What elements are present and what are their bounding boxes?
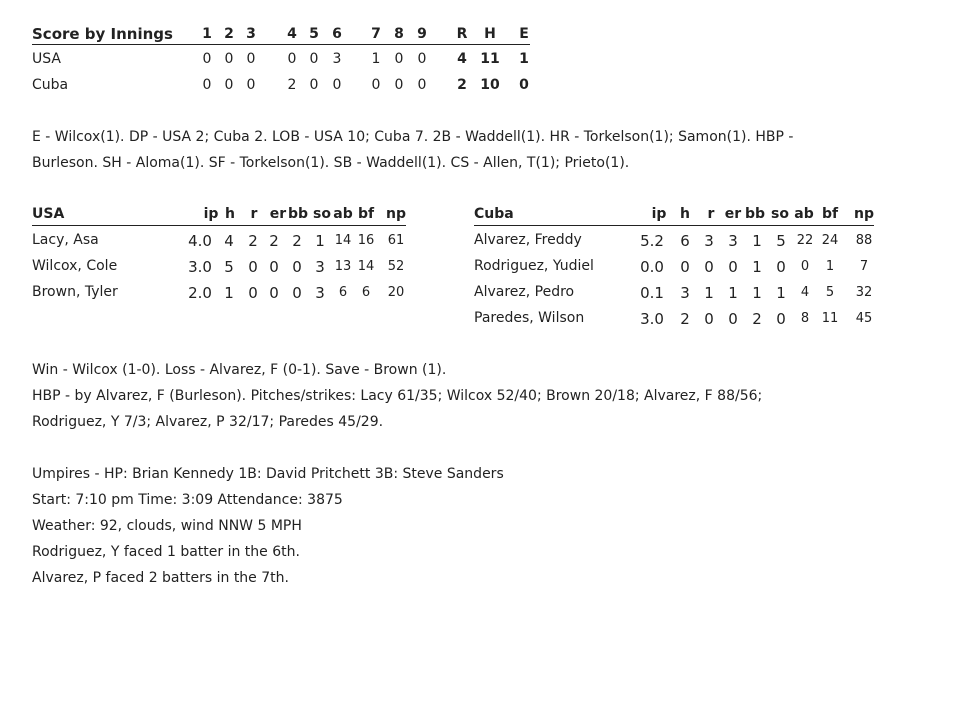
stat-bf: 6: [361, 285, 371, 300]
stat-ab: 14: [334, 233, 352, 248]
stat-so: 5: [776, 232, 786, 250]
inning-score: 0: [417, 51, 427, 67]
stat-header: so: [771, 206, 789, 222]
team-name: USA: [32, 51, 61, 67]
stat-h: 1: [224, 284, 234, 302]
stat-bb: 2: [292, 232, 302, 250]
stat-ip: 4.0: [188, 232, 212, 250]
inning-header: 3: [246, 26, 256, 42]
stat-so: 0: [776, 310, 786, 328]
pitcher-name: Brown, Tyler: [32, 284, 118, 300]
errors-total: 1: [519, 51, 529, 67]
stat-er: 0: [269, 284, 279, 302]
stat-header: so: [313, 206, 331, 222]
stat-so: 3: [315, 284, 325, 302]
stat-bb: 2: [752, 310, 762, 328]
stat-r: 2: [248, 232, 258, 250]
stat-ip: 0.1: [640, 284, 664, 302]
stat-np: 88: [855, 233, 873, 248]
pitcher-name: Alvarez, Freddy: [474, 232, 582, 248]
stat-ab: 22: [796, 233, 814, 248]
weather-line: Weather: 92, clouds, wind NNW 5 MPH: [32, 518, 302, 534]
inning-header: 4: [287, 26, 297, 42]
inning-score: 0: [417, 77, 427, 93]
header-divider: [32, 44, 530, 45]
decisions-block: [32, 357, 762, 435]
stat-er: 3: [728, 232, 738, 250]
stat-header: er: [724, 206, 742, 222]
linescore-title: Score by Innings: [32, 25, 173, 43]
game-info-block: [32, 461, 504, 591]
inning-score: 0: [394, 77, 404, 93]
stat-h: 2: [680, 310, 690, 328]
inning-score: 0: [309, 77, 319, 93]
game-notes: [32, 124, 793, 176]
decisions-line: Rodriguez, Y 7/3; Alvarez, P 32/17; Paredes 45/29.: [32, 414, 384, 430]
stat-header: h: [225, 206, 235, 222]
pitcher-name: Alvarez, Pedro: [474, 284, 575, 300]
stat-so: 1: [315, 232, 325, 250]
stat-bb: 1: [752, 258, 762, 276]
inning-score: 0: [371, 77, 381, 93]
stat-bb: 0: [292, 284, 302, 302]
stat-r: 0: [704, 310, 714, 328]
errors-total: 0: [519, 77, 529, 93]
stat-so: 0: [776, 258, 786, 276]
stat-header: r: [707, 206, 715, 222]
inning-header: 8: [394, 26, 404, 42]
stat-so: 3: [315, 258, 325, 276]
inning-header: 9: [417, 26, 427, 42]
pitcher-name: Wilcox, Cole: [32, 258, 118, 274]
stat-ab: 6: [338, 285, 348, 300]
inning-score: 1: [371, 51, 381, 67]
stat-h: 6: [680, 232, 690, 250]
runs-total: 4: [457, 51, 467, 67]
start-time-line: Start: 7:10 pm Time: 3:09 Attendance: 3875: [32, 492, 343, 508]
inning-header: 7: [371, 26, 381, 42]
pitching-team-header: USA: [32, 206, 65, 222]
inning-score: 0: [309, 51, 319, 67]
stat-header: np: [386, 206, 406, 222]
stat-ip: 0.0: [640, 258, 664, 276]
header-divider: [32, 225, 406, 226]
runs-total: 2: [457, 77, 467, 93]
stat-ip: 3.0: [640, 310, 664, 328]
stat-header: bb: [287, 206, 309, 222]
stat-so: 1: [776, 284, 786, 302]
inning-header: 6: [332, 26, 342, 42]
pitcher-name: Paredes, Wilson: [474, 310, 585, 326]
stat-ip: 5.2: [640, 232, 664, 250]
stat-np: 32: [855, 285, 873, 300]
stat-h: 3: [680, 284, 690, 302]
stat-header: np: [854, 206, 874, 222]
stat-ab: 4: [800, 285, 810, 300]
stat-h: 4: [224, 232, 234, 250]
stat-header: ab: [794, 206, 814, 222]
inning-header: 1: [202, 26, 212, 42]
notes-line: Burleson. SH - Aloma(1). SF - Torkelson(1). SB - Waddell(1). CS - Allen, T(1); Prieto(1).: [32, 155, 630, 171]
stat-ip: 3.0: [188, 258, 212, 276]
stat-np: 52: [387, 259, 405, 274]
stat-bf: 11: [821, 311, 839, 326]
stat-bf: 5: [825, 285, 835, 300]
stat-bf: 24: [821, 233, 839, 248]
stat-header: ip: [203, 206, 219, 222]
inning-score: 0: [202, 51, 212, 67]
stat-bb: 0: [292, 258, 302, 276]
stat-er: 1: [728, 284, 738, 302]
inning-score: 0: [287, 51, 297, 67]
note-line: Alvarez, P faced 2 batters in the 7th.: [32, 570, 289, 586]
stat-er: 0: [728, 310, 738, 328]
inning-score: 0: [332, 77, 342, 93]
stat-r: 0: [248, 258, 258, 276]
stat-ab: 8: [800, 311, 810, 326]
umpires-line: Umpires - HP: Brian Kennedy 1B: David Pritchett 3B: Steve Sanders: [32, 466, 504, 482]
stat-header: er: [269, 206, 287, 222]
header-divider: [474, 225, 874, 226]
inning-score: 0: [246, 77, 256, 93]
stat-header: h: [680, 206, 690, 222]
inning-score: 0: [224, 77, 234, 93]
stat-bb: 1: [752, 232, 762, 250]
stat-er: 2: [269, 232, 279, 250]
stat-np: 61: [387, 233, 405, 248]
inning-score: 0: [202, 77, 212, 93]
stat-np: 45: [855, 311, 873, 326]
stat-er: 0: [728, 258, 738, 276]
stat-np: 20: [387, 285, 405, 300]
stat-bf: 16: [357, 233, 375, 248]
hits-total: 10: [480, 77, 500, 93]
notes-line: E - Wilcox(1). DP - USA 2; Cuba 2. LOB - USA 10; Cuba 7. 2B - Waddell(1). HR - Torkelson(1); Samon(1). HBP -: [32, 129, 794, 145]
note-line: Rodriguez, Y faced 1 batter in the 6th.: [32, 544, 300, 560]
stat-bf: 14: [357, 259, 375, 274]
inning-score: 0: [394, 51, 404, 67]
stat-bf: 1: [825, 259, 835, 274]
stat-ip: 2.0: [188, 284, 212, 302]
stat-header: ip: [651, 206, 667, 222]
stat-r: 3: [704, 232, 714, 250]
stat-bb: 1: [752, 284, 762, 302]
inning-score: 0: [246, 51, 256, 67]
team-name: Cuba: [32, 77, 69, 93]
pitching-team-header: Cuba: [474, 206, 514, 222]
total-header-r: R: [456, 26, 468, 42]
inning-score: 3: [332, 51, 342, 67]
pitcher-name: Rodriguez, Yudiel: [474, 258, 594, 274]
total-header-e: E: [519, 26, 529, 42]
inning-header: 5: [309, 26, 319, 42]
stat-h: 5: [224, 258, 234, 276]
decisions-line: HBP - by Alvarez, F (Burleson). Pitches/strikes: Lacy 61/35; Wilcox 52/40; Brown 20/18; Alvarez, F 88/56;: [32, 388, 763, 404]
stat-header: bb: [744, 206, 766, 222]
hits-total: 11: [480, 51, 500, 67]
stat-header: bf: [357, 206, 375, 222]
stat-header: r: [250, 206, 258, 222]
pitcher-name: Lacy, Asa: [32, 232, 99, 248]
stat-r: 0: [248, 284, 258, 302]
inning-header: 2: [224, 26, 234, 42]
stat-r: 1: [704, 284, 714, 302]
stat-h: 0: [680, 258, 690, 276]
total-header-h: H: [484, 26, 496, 42]
stat-er: 0: [269, 258, 279, 276]
stat-r: 0: [704, 258, 714, 276]
stat-header: ab: [333, 206, 353, 222]
inning-score: 0: [224, 51, 234, 67]
inning-score: 2: [287, 77, 297, 93]
stat-header: bf: [821, 206, 839, 222]
stat-np: 7: [859, 259, 869, 274]
decisions-line: Win - Wilcox (1-0). Loss - Alvarez, F (0-1). Save - Brown (1).: [32, 362, 447, 378]
stat-ab: 0: [800, 259, 810, 274]
stat-ab: 13: [334, 259, 352, 274]
